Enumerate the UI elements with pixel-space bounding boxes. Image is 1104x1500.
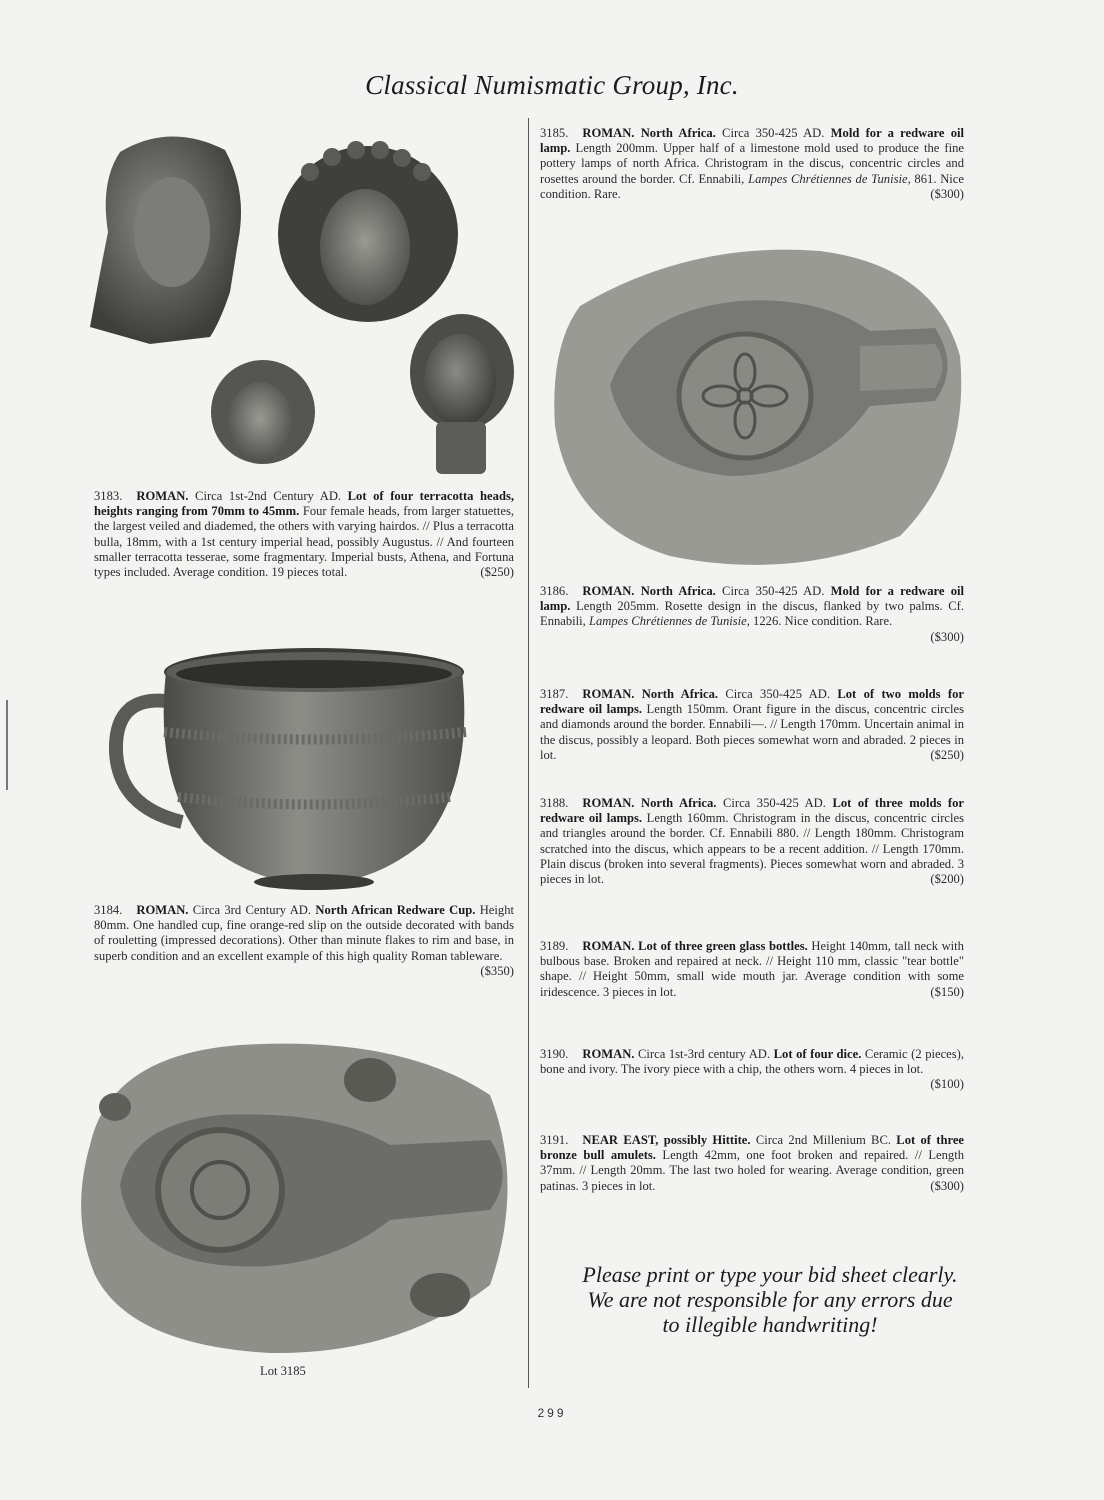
lot-price: ($300) (930, 629, 964, 644)
notice-line: Please print or type your bid sheet clearly. (582, 1262, 958, 1287)
lot-heading: NEAR EAST, possibly Hittite. (582, 1133, 751, 1147)
lot-price: ($250) (480, 565, 514, 580)
lot-title: Lot of three green glass bottles. (638, 939, 808, 953)
lot-description: Four female heads, from larger statuettes, the largest veiled and diademed, the others with varying hairdos. // Plus a terracotta bulla, 18mm, with a 1st century imperial head, possibly Augustus. // And fourteen smaller terracotta tesserae, some fragmentary. Imperial busts, Athena, and Fortuna types included. Average condition. 19 pieces total. (94, 504, 515, 580)
lot-3185 (540, 126, 964, 202)
scan-edge-mark (6, 700, 8, 790)
notice-line: We are not responsible for any errors due (587, 1287, 953, 1312)
lot-heading: ROMAN. (136, 903, 189, 917)
terracotta-heads-photo (80, 122, 520, 480)
lot-number: 3185. (540, 126, 569, 140)
lot-heading: ROMAN. North Africa. (582, 126, 716, 140)
lot-reference: Lampes Chrétiennes de Tunisie (588, 614, 747, 629)
photo-caption: Lot 3185 (260, 1364, 306, 1378)
lot-number: 3187. (540, 687, 569, 701)
lot-heading: ROMAN. North Africa. (582, 687, 719, 701)
column-divider (528, 118, 529, 1388)
page-title: Classical Numismatic Group, Inc. (365, 70, 739, 100)
lot-description-end: , 1226. Nice condition. Rare. (746, 614, 893, 629)
lot-text: Circa 350-425 AD. (718, 687, 838, 701)
lot-number: 3190. (540, 1047, 569, 1061)
lot-description: Length 42mm, one foot broken and repaired. // Length 37mm. // Length 20mm. The last two holed for wearing. Average condition, green patinas. 3 pieces in lot. (540, 1148, 964, 1193)
lot-text: Circa 1st-3rd century AD. (634, 1047, 774, 1061)
lot-text: Circa 350-425 AD. (716, 796, 833, 810)
lot-text: Circa 350-425 AD. (715, 126, 831, 140)
lot-heading: ROMAN. North Africa. (582, 584, 716, 598)
lot-text: Circa 2nd Millenium BC. (750, 1133, 897, 1147)
lot-price: ($350) (480, 963, 514, 978)
lot-title: Lot of four terracotta heads, heights ranging from 70mm to 45mm. (94, 489, 514, 519)
lot-title: North African Redware Cup. (315, 903, 476, 917)
lot-text: Circa 350-425 AD. (715, 584, 831, 598)
lot-number: 3183. (94, 489, 123, 503)
lot-title: Lot of three bronze bull amulets. (540, 1133, 965, 1163)
redware-cup-photo (94, 632, 514, 892)
lot-price: ($300) (930, 1178, 964, 1193)
lot-heading: ROMAN. (582, 939, 635, 953)
lot-3190 (540, 1047, 964, 1093)
lot-description: Height 80mm. One handled cup, fine orange-red slip on the outside decorated with bands of rouletting (impressed decorations). Other than minute flakes to rim and base, in superb condition and an excellent example of this high quality Roman tableware. (94, 903, 514, 963)
lot-title: Mold for a redware oil lamp. (540, 126, 965, 156)
lot-title: Lot of three molds for redware oil lamps. (540, 796, 964, 826)
lot-text: Circa 1st-2nd Century AD. (188, 489, 348, 503)
lot-number: 3188. (540, 796, 569, 810)
lot-description: Length 200mm. Upper half of a limestone mold used to produce the fine pottery lamps of north Africa. Christogram in the discus, concentric circles and rosettes around the border. Cf. Ennabili, (540, 141, 964, 186)
notice-line: to illegible handwriting! (662, 1312, 878, 1337)
lot-price: ($150) (930, 984, 964, 999)
lot-price: ($300) (930, 186, 964, 201)
lot-price: ($250) (930, 747, 964, 762)
lot-heading: ROMAN. (582, 1047, 635, 1061)
lot-description: Length 205mm. Rosette design in the discus, flanked by two palms. Cf. Ennabili, (540, 599, 964, 629)
lot-title: Lot of two molds for redware oil lamps. (540, 687, 964, 717)
lot-number: 3189. (540, 939, 569, 953)
lot-number: 3184. (94, 903, 123, 917)
lot-3183 (94, 489, 514, 580)
lamp-mold-3185-photo (70, 1035, 520, 1360)
lot-3184 (94, 903, 514, 979)
lot-3189 (540, 939, 964, 1000)
lot-heading: ROMAN. (136, 489, 189, 503)
lot-3191 (540, 1133, 964, 1194)
lot-description: Height 140mm, tall neck with bulbous base. Broken and repaired at neck. // Height 110 mm, classic "tear bottle" shape. // Height 50mm, small wide mouth jar. Average condition with some iridescence. 3 pieces in lot. (540, 939, 964, 999)
lot-price: ($200) (930, 872, 964, 887)
bid-sheet-notice (560, 1262, 980, 1337)
lot-title: Mold for a redware oil lamp. (540, 584, 965, 614)
lot-description: Ceramic (2 pieces), bone and ivory. The ivory piece with a chip, the others worn. 4 pieces in lot. (540, 1047, 965, 1077)
lot-reference: Lampes Chrétiennes de Tunisie (748, 171, 908, 186)
lot-3186 (540, 584, 964, 645)
lot-description: Length 160mm. Christogram in the discus, concentric circles and triangles around the border. Cf. Ennabili 880. // Length 180mm. Christogram scratched into the discus, which appears to be a recent addition. // Length 170mm. Plain discus (broken into several fragments). Pieces somewhat worn and abraded. 3 pieces in lot. (540, 811, 964, 887)
lot-heading: ROMAN. North Africa. (582, 796, 717, 810)
lot-number: 3186. (540, 584, 569, 598)
lot-title: Lot of four dice. (773, 1047, 862, 1061)
lot-price: ($100) (930, 1077, 964, 1092)
lot-description-end: , 861. Nice condition. Rare. (540, 171, 964, 201)
lot-text: Circa 3rd Century AD. (188, 903, 316, 917)
lot-number: 3191. (540, 1133, 569, 1147)
lot-description: Length 150mm. Orant figure in the discus, concentric circles and diamonds around the border. Ennabili—. // Length 170mm. Uncertain animal in the discus, possibly a leopard. Both pieces somewhat worn and abraded. 2 pieces in lot. (540, 702, 965, 762)
lamp-mold-3186-photo (540, 236, 970, 571)
lot-3188 (540, 796, 964, 887)
page-number: 299 (537, 1406, 567, 1420)
lot-3187 (540, 687, 964, 763)
